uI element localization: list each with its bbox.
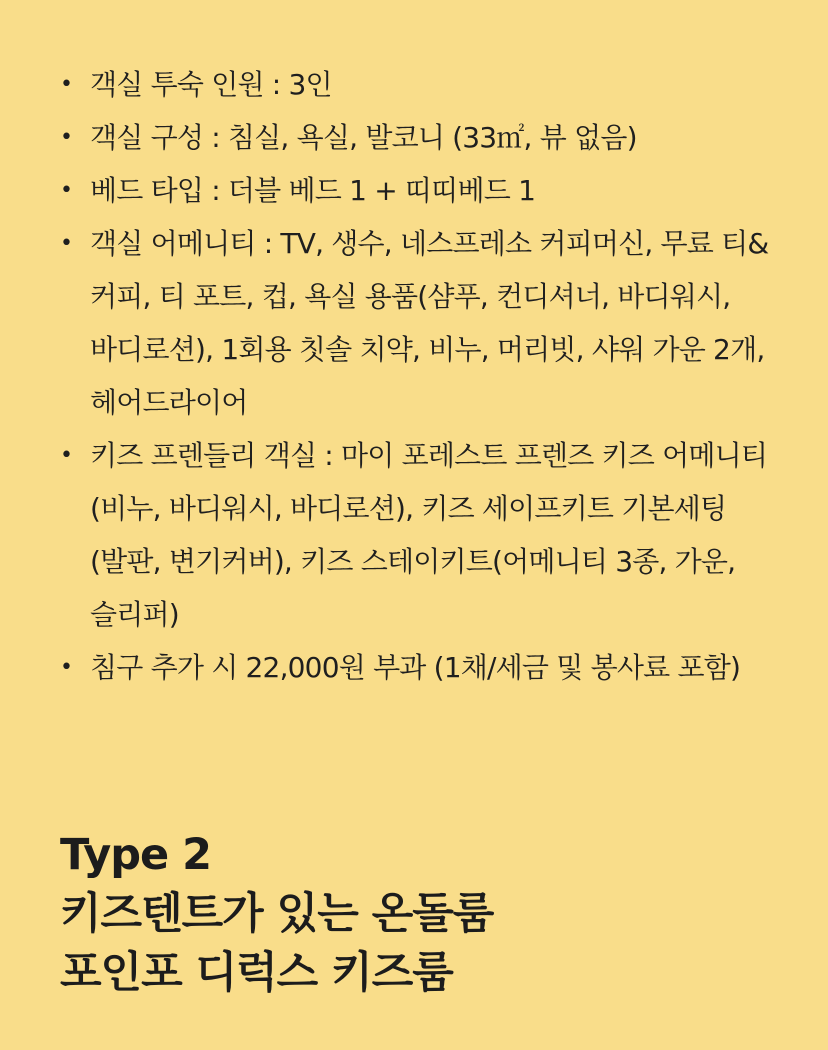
list-item: [60, 58, 770, 111]
list-item: [60, 111, 770, 164]
list-item: [60, 641, 770, 694]
bullet-icon: •: [60, 72, 73, 97]
bullet-icon: •: [60, 443, 73, 468]
amenity-text-occupancy: 객실 투숙 인원 : 3인: [90, 68, 332, 101]
bullet-icon: •: [60, 178, 73, 203]
room-subtitle-1: 키즈텐트가 있는 온돌룸: [60, 889, 494, 939]
list-item: [60, 217, 770, 429]
type-label: Type 2: [60, 830, 212, 880]
bullet-icon: •: [60, 231, 73, 256]
amenity-text-bed-type: 베드 타입 : 더블 베드 1 + 띠띠베드 1: [90, 174, 536, 207]
amenities-list: [60, 58, 768, 694]
amenity-text-kids-friendly: 키즈 프렌들리 객실 : 마이 포레스트 프렌즈 키즈 어메니티(비누, 바디워시, 바디로션), 키즈 세이프키트 기본세팅(발판, 변기커버), 키즈 스테이키트(어메니티 3종, 가운, 슬리퍼): [90, 439, 768, 631]
amenity-text-extra-bedding: 침구 추가 시 22,000원 부과 (1채/세금 및 봉사료 포함): [90, 651, 741, 684]
bullet-icon: •: [60, 125, 73, 150]
amenity-text-composition: 객실 구성 : 침실, 욕실, 발코니 (33㎡, 뷰 없음): [90, 121, 637, 154]
list-item: [60, 164, 770, 217]
bullet-icon: •: [60, 655, 73, 680]
room-subtitle-2: 포인포 디럭스 키즈룸: [60, 948, 453, 998]
room-type-heading: [60, 826, 768, 1003]
amenity-text-room-amenities: 객실 어메니티 : TV, 생수, 네스프레소 커피머신, 무료 티&커피, 티 포트, 컵, 욕실 용품(샴푸, 컨디셔너, 바디워시, 바디로션), 1회용 칫솔 치약, 비누, 머리빗, 샤워 가운 2개, 헤어드라이어: [90, 227, 769, 419]
list-item: [60, 429, 770, 641]
